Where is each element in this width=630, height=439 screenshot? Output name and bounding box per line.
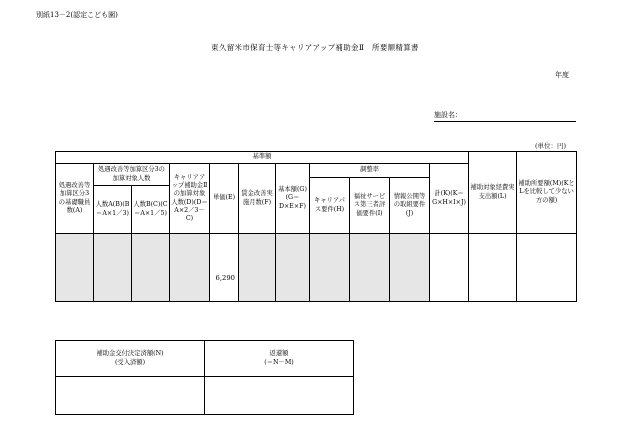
cell-D[interactable] (170, 234, 210, 302)
header-col-G: 基本額(G)(G＝D×E×F) (276, 164, 310, 234)
form-id: 別紙13－2(認定こども園) (36, 11, 118, 19)
header-col-I: 福祉サービス第三者評価要件(I) (350, 178, 390, 234)
cell-A[interactable] (56, 234, 94, 302)
header-chosei: 調整率 (310, 164, 430, 178)
document-title: 東久留米市保育士等キャリアアップ補助金Ⅱ 所要額精算書 (211, 43, 419, 52)
cell-E-unit-price: 6,290 (210, 234, 239, 302)
cell-M[interactable] (517, 234, 577, 302)
refund-table (55, 340, 354, 415)
calculation-table (55, 151, 577, 302)
facility-name-field[interactable] (434, 110, 576, 122)
header-col-J: 情報公開等の取組要件(J) (390, 178, 430, 234)
header-col-refund-label: 返還額 (269, 350, 289, 358)
header-col-E: 単価(E) (210, 164, 239, 234)
cell-K[interactable] (430, 234, 469, 302)
cell-C[interactable] (132, 234, 170, 302)
header-col-L: 補助対象経費実支出額(L) (469, 152, 517, 234)
header-col-M: 補助所要額(M)(KとLを比較して少ない方の額) (517, 152, 577, 234)
header-kijungaku: 基準額 (56, 152, 469, 164)
header-col-refund-sub: (＝N－M) (264, 358, 294, 366)
header-col-N-sub: (受入済額) (114, 358, 146, 366)
cell-N[interactable] (56, 377, 205, 415)
header-col-N (56, 341, 205, 377)
header-group-B-C: 処遇改善等加算区分3の加算対象人数 (94, 164, 170, 186)
header-col-F: 賃金改善実施月数(F) (239, 164, 276, 234)
cell-H[interactable] (310, 234, 350, 302)
facility-label: 施設名： (434, 111, 462, 119)
cell-B[interactable] (94, 234, 132, 302)
header-col-D: キャリアアップ補助金Ⅱの加算対象人数(D)(D＝A×2／3－C) (170, 164, 210, 234)
header-col-B: 人数A(B)(B＝A×1／3) (94, 186, 132, 234)
cell-G[interactable] (276, 234, 310, 302)
header-col-A: 処遇改善等加算区分3の基礎職員数(A) (56, 164, 94, 234)
header-col-N-label: 補助金交付決定済額(N) (96, 350, 164, 358)
unit-label: (単位：円) (535, 142, 567, 150)
header-col-C: 人数B(C)(C＝A×1／5) (132, 186, 170, 234)
header-col-H: キャリアパス要件(H) (310, 178, 350, 234)
cell-I[interactable] (350, 234, 390, 302)
header-col-K: 計(K)(K＝G×H×I×J) (430, 164, 469, 234)
year-label: 年度 (555, 71, 569, 79)
cell-J[interactable] (390, 234, 430, 302)
header-col-refund (205, 341, 354, 377)
cell-refund[interactable] (205, 377, 354, 415)
cell-F[interactable] (239, 234, 276, 302)
cell-L[interactable] (469, 234, 517, 302)
